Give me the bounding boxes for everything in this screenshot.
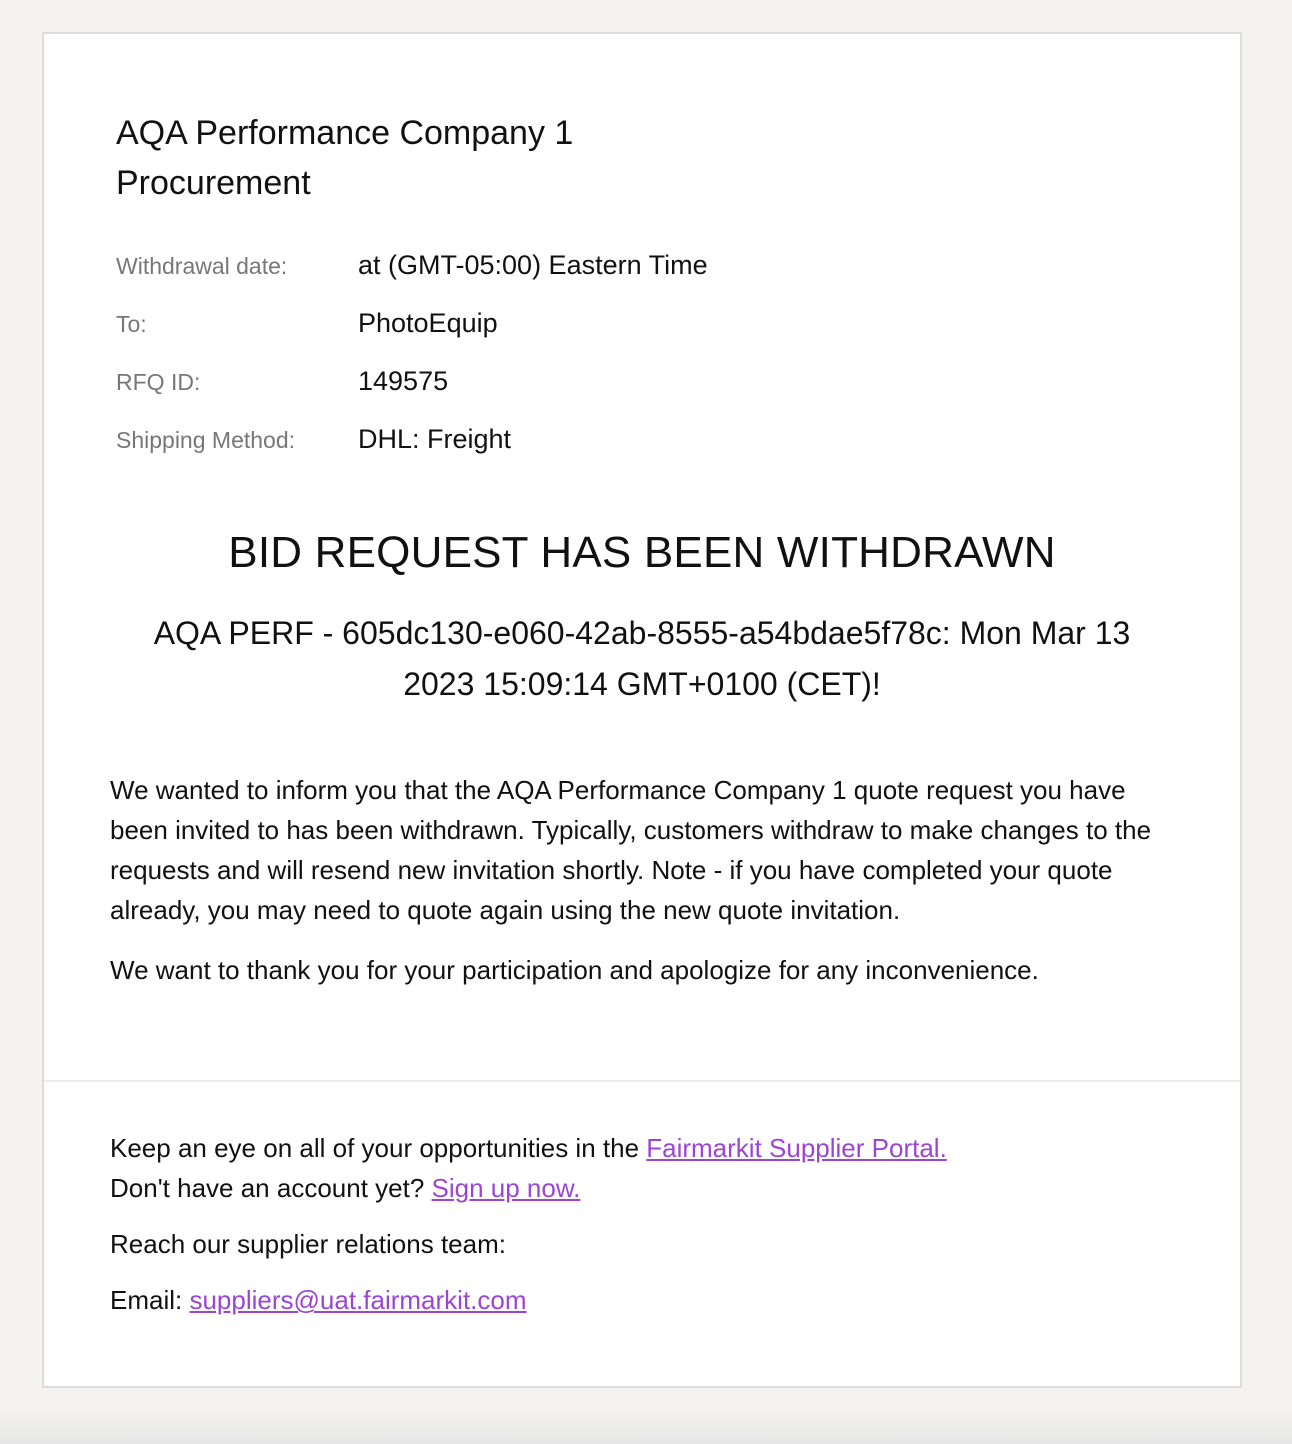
footer-divider — [44, 1080, 1240, 1082]
reach-team-text: Reach our supplier relations team: — [110, 1229, 506, 1259]
company-name: AQA Performance Company 1 — [116, 114, 574, 152]
company-title — [116, 108, 573, 208]
detail-row-shipping-method — [116, 424, 708, 482]
detail-row-to — [116, 308, 708, 366]
email-prefix: Email: — [110, 1285, 190, 1315]
company-department: Procurement — [116, 164, 311, 202]
detail-label: RFQ ID: — [116, 369, 201, 395]
detail-label: Shipping Method: — [116, 427, 296, 453]
window-bottom-edge — [0, 1408, 1292, 1444]
detail-row-withdrawal-date — [116, 250, 708, 308]
signup-line — [110, 1168, 1170, 1208]
signup-prefix: Don't have an account yet? — [110, 1173, 432, 1203]
detail-label: Withdrawal date: — [116, 253, 288, 279]
portal-prefix: Keep an eye on all of your opportunities in the — [110, 1133, 647, 1163]
withdrawn-headline: BID REQUEST HAS BEEN WITHDRAWN — [228, 528, 1056, 577]
supplier-portal-link[interactable]: Fairmarkit Supplier Portal. — [646, 1133, 947, 1163]
email-footer — [110, 1128, 1170, 1320]
detail-value: PhotoEquip — [358, 308, 498, 338]
message-body — [110, 770, 1170, 1010]
email-card — [42, 32, 1242, 1388]
rfq-title: AQA PERF - 605dc130-e060-42ab-8555-a54bdae5f78c: Mon Mar 13 2023 15:09:14 GMT+0100 (CET)! — [153, 615, 1131, 702]
detail-value: at (GMT-05:00) Eastern Time — [358, 250, 708, 280]
detail-row-rfq-id — [116, 366, 708, 424]
body-paragraph: We want to thank you for your participation and apologize for any inconvenience. — [110, 955, 1039, 985]
portal-line — [110, 1128, 1170, 1168]
email-line — [110, 1280, 1170, 1320]
detail-label: To: — [116, 311, 147, 337]
detail-value: 149575 — [358, 366, 449, 396]
sign-up-link[interactable]: Sign up now. — [431, 1173, 581, 1203]
body-paragraph: We wanted to inform you that the AQA Performance Company 1 quote request you have been invited to has been withdrawn. Typically, customers withdraw to make changes to the requests and will resend new invitation shortly. Note - if you have completed your quote already, you may need to quote again using the new quote invitation. — [110, 775, 1152, 925]
support-email-link[interactable]: suppliers@uat.fairmarkit.com — [189, 1285, 527, 1315]
rfq-details — [116, 250, 708, 482]
detail-value: DHL: Freight — [358, 424, 512, 454]
